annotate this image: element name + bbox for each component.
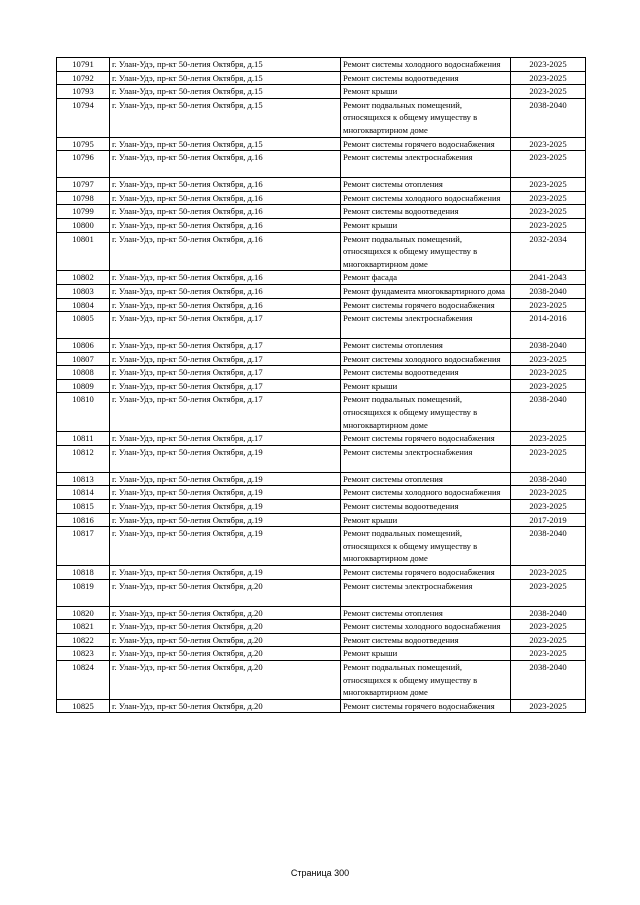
work-type-cell: Ремонт системы горячего водоснабжения xyxy=(341,298,511,312)
work-type-cell: Ремонт крыши xyxy=(341,647,511,661)
period-cell: 2023-2025 xyxy=(511,445,586,472)
row-number: 10812 xyxy=(57,445,110,472)
row-number: 10800 xyxy=(57,218,110,232)
row-number: 10804 xyxy=(57,298,110,312)
address-cell: г. Улан-Удэ, пр-кт 50-летия Октября, д.20 xyxy=(110,579,341,606)
page-number: Страница 300 xyxy=(290,868,350,878)
work-type-cell: Ремонт крыши xyxy=(341,218,511,232)
period-cell: 2032-2034 xyxy=(511,232,586,271)
row-number: 10794 xyxy=(57,98,110,137)
address-cell: г. Улан-Удэ, пр-кт 50-летия Октября, д.17 xyxy=(110,339,341,353)
table-row xyxy=(57,218,586,232)
work-type-cell: Ремонт подвальных помещений, относящихся к общему имуществу в многоквартирном доме xyxy=(341,98,511,137)
address-cell: г. Улан-Удэ, пр-кт 50-летия Октября, д.19 xyxy=(110,445,341,472)
work-type-cell: Ремонт фундамента многоквартирного дома xyxy=(341,284,511,298)
row-number: 10791 xyxy=(57,58,110,72)
table-row xyxy=(57,271,586,285)
period-cell: 2038-2040 xyxy=(511,393,586,432)
work-type-cell: Ремонт системы холодного водоснабжения xyxy=(341,191,511,205)
period-cell: 2023-2025 xyxy=(511,298,586,312)
row-number: 10801 xyxy=(57,232,110,271)
row-number: 10810 xyxy=(57,393,110,432)
row-number: 10821 xyxy=(57,620,110,634)
period-cell: 2023-2025 xyxy=(511,432,586,446)
period-cell: 2023-2025 xyxy=(511,71,586,85)
period-cell: 2023-2025 xyxy=(511,85,586,99)
address-cell: г. Улан-Удэ, пр-кт 50-летия Октября, д.16 xyxy=(110,151,341,178)
address-cell: г. Улан-Удэ, пр-кт 50-летия Октября, д.16 xyxy=(110,284,341,298)
row-number: 10798 xyxy=(57,191,110,205)
work-type-cell: Ремонт подвальных помещений, относящихся к общему имуществу в многоквартирном доме xyxy=(341,232,511,271)
table-row xyxy=(57,71,586,85)
period-cell: 2023-2025 xyxy=(511,633,586,647)
address-cell: г. Улан-Удэ, пр-кт 50-летия Октября, д.17 xyxy=(110,366,341,380)
period-cell: 2014-2016 xyxy=(511,312,586,339)
address-cell: г. Улан-Удэ, пр-кт 50-летия Октября, д.15 xyxy=(110,98,341,137)
row-number: 10818 xyxy=(57,566,110,580)
table-row xyxy=(57,151,586,178)
address-cell: г. Улан-Удэ, пр-кт 50-летия Октября, д.15 xyxy=(110,137,341,151)
address-cell: г. Улан-Удэ, пр-кт 50-летия Октября, д.16 xyxy=(110,271,341,285)
period-cell: 2038-2040 xyxy=(511,98,586,137)
period-cell: 2023-2025 xyxy=(511,379,586,393)
table-row xyxy=(57,232,586,271)
address-cell: г. Улан-Удэ, пр-кт 50-летия Октября, д.17 xyxy=(110,432,341,446)
period-cell: 2023-2025 xyxy=(511,191,586,205)
work-type-cell: Ремонт системы электроснабжения xyxy=(341,579,511,606)
work-type-cell: Ремонт крыши xyxy=(341,379,511,393)
table-row xyxy=(57,660,586,699)
work-type-cell: Ремонт фасада xyxy=(341,271,511,285)
period-cell: 2023-2025 xyxy=(511,58,586,72)
repair-schedule-table xyxy=(56,57,586,713)
row-number: 10814 xyxy=(57,486,110,500)
table-row xyxy=(57,312,586,339)
table-row xyxy=(57,284,586,298)
address-cell: г. Улан-Удэ, пр-кт 50-летия Октября, д.16 xyxy=(110,232,341,271)
period-cell: 2023-2025 xyxy=(511,137,586,151)
period-cell: 2038-2040 xyxy=(511,660,586,699)
table-row xyxy=(57,486,586,500)
row-number: 10802 xyxy=(57,271,110,285)
row-number: 10799 xyxy=(57,205,110,219)
work-type-cell: Ремонт системы электроснабжения xyxy=(341,445,511,472)
row-number: 10815 xyxy=(57,500,110,514)
table-row xyxy=(57,633,586,647)
row-number: 10816 xyxy=(57,513,110,527)
work-type-cell: Ремонт системы водоотведения xyxy=(341,633,511,647)
period-cell: 2023-2025 xyxy=(511,647,586,661)
work-type-cell: Ремонт системы электроснабжения xyxy=(341,312,511,339)
row-number: 10792 xyxy=(57,71,110,85)
table-row xyxy=(57,339,586,353)
address-cell: г. Улан-Удэ, пр-кт 50-летия Октября, д.16 xyxy=(110,205,341,219)
work-type-cell: Ремонт системы горячего водоснабжения xyxy=(341,566,511,580)
address-cell: г. Улан-Удэ, пр-кт 50-летия Октября, д.16 xyxy=(110,191,341,205)
period-cell: 2023-2025 xyxy=(511,500,586,514)
table-row xyxy=(57,366,586,380)
address-cell: г. Улан-Удэ, пр-кт 50-летия Октября, д.17 xyxy=(110,379,341,393)
row-number: 10825 xyxy=(57,699,110,713)
table-row xyxy=(57,352,586,366)
period-cell: 2023-2025 xyxy=(511,352,586,366)
row-number: 10808 xyxy=(57,366,110,380)
period-cell: 2038-2040 xyxy=(511,472,586,486)
work-type-cell: Ремонт крыши xyxy=(341,513,511,527)
period-cell: 2023-2025 xyxy=(511,151,586,178)
address-cell: г. Улан-Удэ, пр-кт 50-летия Октября, д.20 xyxy=(110,620,341,634)
work-type-cell: Ремонт системы холодного водоснабжения xyxy=(341,58,511,72)
address-cell: г. Улан-Удэ, пр-кт 50-летия Октября, д.17 xyxy=(110,352,341,366)
row-number: 10823 xyxy=(57,647,110,661)
address-cell: г. Улан-Удэ, пр-кт 50-летия Октября, д.16 xyxy=(110,218,341,232)
work-type-cell: Ремонт системы отопления xyxy=(341,472,511,486)
table-row xyxy=(57,191,586,205)
work-type-cell: Ремонт системы горячего водоснабжения xyxy=(341,137,511,151)
work-type-cell: Ремонт системы отопления xyxy=(341,178,511,192)
row-number: 10813 xyxy=(57,472,110,486)
table-row xyxy=(57,500,586,514)
row-number: 10797 xyxy=(57,178,110,192)
table-row xyxy=(57,513,586,527)
row-number: 10795 xyxy=(57,137,110,151)
row-number: 10817 xyxy=(57,527,110,566)
table-row xyxy=(57,566,586,580)
row-number: 10805 xyxy=(57,312,110,339)
period-cell: 2023-2025 xyxy=(511,486,586,500)
table-row xyxy=(57,472,586,486)
work-type-cell: Ремонт системы отопления xyxy=(341,606,511,620)
work-type-cell: Ремонт системы холодного водоснабжения xyxy=(341,620,511,634)
period-cell: 2017-2019 xyxy=(511,513,586,527)
period-cell: 2023-2025 xyxy=(511,579,586,606)
table-row xyxy=(57,98,586,137)
address-cell: г. Улан-Удэ, пр-кт 50-летия Октября, д.16 xyxy=(110,298,341,312)
table-row xyxy=(57,579,586,606)
period-cell: 2041-2043 xyxy=(511,271,586,285)
work-type-cell: Ремонт системы горячего водоснабжения xyxy=(341,432,511,446)
address-cell: г. Улан-Удэ, пр-кт 50-летия Октября, д.15 xyxy=(110,85,341,99)
address-cell: г. Улан-Удэ, пр-кт 50-летия Октября, д.19 xyxy=(110,472,341,486)
address-cell: г. Улан-Удэ, пр-кт 50-летия Октября, д.19 xyxy=(110,527,341,566)
work-type-cell: Ремонт системы горячего водоснабжения xyxy=(341,699,511,713)
work-type-cell: Ремонт подвальных помещений, относящихся к общему имуществу в многоквартирном доме xyxy=(341,393,511,432)
address-cell: г. Улан-Удэ, пр-кт 50-летия Октября, д.20 xyxy=(110,699,341,713)
table-row xyxy=(57,205,586,219)
row-number: 10819 xyxy=(57,579,110,606)
period-cell: 2023-2025 xyxy=(511,566,586,580)
row-number: 10822 xyxy=(57,633,110,647)
address-cell: г. Улан-Удэ, пр-кт 50-летия Октября, д.16 xyxy=(110,178,341,192)
period-cell: 2038-2040 xyxy=(511,527,586,566)
work-type-cell: Ремонт системы водоотведения xyxy=(341,205,511,219)
table-row xyxy=(57,379,586,393)
table-row xyxy=(57,445,586,472)
table-row xyxy=(57,606,586,620)
period-cell: 2038-2040 xyxy=(511,606,586,620)
table-row xyxy=(57,432,586,446)
period-cell: 2023-2025 xyxy=(511,178,586,192)
work-type-cell: Ремонт системы электроснабжения xyxy=(341,151,511,178)
address-cell: г. Улан-Удэ, пр-кт 50-летия Октября, д.20 xyxy=(110,633,341,647)
period-cell: 2023-2025 xyxy=(511,218,586,232)
row-number: 10803 xyxy=(57,284,110,298)
work-type-cell: Ремонт подвальных помещений, относящихся к общему имуществу в многоквартирном доме xyxy=(341,660,511,699)
row-number: 10807 xyxy=(57,352,110,366)
address-cell: г. Улан-Удэ, пр-кт 50-летия Октября, д.19 xyxy=(110,486,341,500)
row-number: 10824 xyxy=(57,660,110,699)
table-row xyxy=(57,620,586,634)
table-row xyxy=(57,178,586,192)
work-type-cell: Ремонт системы холодного водоснабжения xyxy=(341,486,511,500)
address-cell: г. Улан-Удэ, пр-кт 50-летия Октября, д.19 xyxy=(110,566,341,580)
address-cell: г. Улан-Удэ, пр-кт 50-летия Октября, д.15 xyxy=(110,58,341,72)
address-cell: г. Улан-Удэ, пр-кт 50-летия Октября, д.20 xyxy=(110,606,341,620)
address-cell: г. Улан-Удэ, пр-кт 50-летия Октября, д.17 xyxy=(110,312,341,339)
address-cell: г. Улан-Удэ, пр-кт 50-летия Октября, д.19 xyxy=(110,513,341,527)
address-cell: г. Улан-Удэ, пр-кт 50-летия Октября, д.20 xyxy=(110,660,341,699)
table-row xyxy=(57,85,586,99)
work-type-cell: Ремонт системы водоотведения xyxy=(341,71,511,85)
table-row xyxy=(57,699,586,713)
row-number: 10793 xyxy=(57,85,110,99)
period-cell: 2038-2040 xyxy=(511,339,586,353)
table-row xyxy=(57,393,586,432)
address-cell: г. Улан-Удэ, пр-кт 50-летия Октября, д.15 xyxy=(110,71,341,85)
period-cell: 2023-2025 xyxy=(511,620,586,634)
table-row xyxy=(57,647,586,661)
period-cell: 2038-2040 xyxy=(511,284,586,298)
period-cell: 2023-2025 xyxy=(511,366,586,380)
work-type-cell: Ремонт системы отопления xyxy=(341,339,511,353)
row-number: 10796 xyxy=(57,151,110,178)
period-cell: 2023-2025 xyxy=(511,699,586,713)
table-row xyxy=(57,527,586,566)
row-number: 10809 xyxy=(57,379,110,393)
address-cell: г. Улан-Удэ, пр-кт 50-летия Октября, д.17 xyxy=(110,393,341,432)
work-type-cell: Ремонт системы водоотведения xyxy=(341,500,511,514)
table-row xyxy=(57,137,586,151)
work-type-cell: Ремонт системы холодного водоснабжения xyxy=(341,352,511,366)
row-number: 10806 xyxy=(57,339,110,353)
work-type-cell: Ремонт системы водоотведения xyxy=(341,366,511,380)
row-number: 10820 xyxy=(57,606,110,620)
table-row xyxy=(57,298,586,312)
table-row xyxy=(57,58,586,72)
work-type-cell: Ремонт подвальных помещений, относящихся к общему имуществу в многоквартирном доме xyxy=(341,527,511,566)
address-cell: г. Улан-Удэ, пр-кт 50-летия Октября, д.20 xyxy=(110,647,341,661)
row-number: 10811 xyxy=(57,432,110,446)
work-type-cell: Ремонт крыши xyxy=(341,85,511,99)
address-cell: г. Улан-Удэ, пр-кт 50-летия Октября, д.19 xyxy=(110,500,341,514)
table-body xyxy=(57,58,586,713)
period-cell: 2023-2025 xyxy=(511,205,586,219)
